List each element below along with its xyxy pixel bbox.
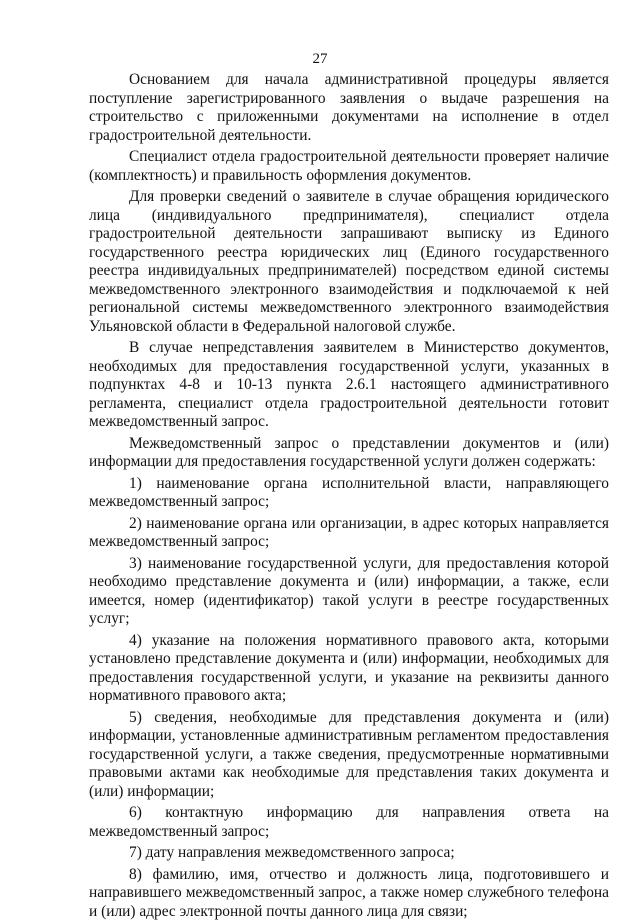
paragraph-completeness-check: Специалист отдела градостроительной деятельности проверяет наличие (комплектность) и правильность оформления документов. (89, 148, 609, 184)
list-item-3: 3) наименование государственной услуги, для предоставления которой необходимо представление документа и (или) информации, а также, если имеется, номер (идентификатор) такой услуги в реестре государственных услуг; (89, 554, 609, 627)
page-number: 27 (312, 51, 328, 67)
list-item-5: 5) сведения, необходимые для представления документа и (или) информации, установленные административным регламентом предоставления государственной услуги, а также сведения, предусмотренные нормативными правовыми актами как необходимые для представления таких документа и (или) информации; (89, 708, 609, 800)
list-item-6: 6) контактную информацию для направления ответа на межведомственный запрос; (89, 804, 609, 840)
list-item-4: 4) указание на положения нормативного правового акта, которыми установлено представление документа и (или) информации, необходимых для предоставления государственной услуги, и указание на реквизиты данного нормативного правового акта; (89, 631, 609, 704)
list-item-7: 7) дату направления межведомственного запроса; (129, 844, 455, 861)
list-item-1: 1) наименование органа исполнительной власти, направляющего межведомственный запрос; (89, 474, 609, 510)
paragraph-basis: Основанием для начала административной процедуры является поступление зарегистрированного заявления о выдаче разрешения на строительство с приложенными документами на исполнение в отдел градостроительной деятельности. (89, 71, 609, 144)
list-item-2: 2) наименование органа или организации, в адрес которых направляется межведомственный запрос; (89, 514, 609, 550)
paragraph-registry-request: Для проверки сведений о заявителе в случае обращения юридического лица (индивидуального предпринимателя), специалист отдела градостроительной деятельности запрашивают выписку из Единого государственного реестра юридических лиц (Единого государственного реестра индивидуальных предпринимателей) посредством единой системы межведомственного электронного взаимодействия и подключаемой к ней региональной системы межведомственного электронного взаимодействия Ульяновской области в Федеральной налоговой службе. (89, 188, 609, 335)
paragraph-request-contents: Межведомственный запрос о представлении документов и (или) информации для предоставления государственной услуги должен содержать: (89, 434, 609, 470)
list-item-8: 8) фамилию, имя, отчество и должность лица, подготовившего и направившего межведомственный запрос, а также номер служебного телефона и (или) адрес электронной почты данного лица для связи; (89, 865, 609, 920)
paragraph-nonsubmission: В случае непредставления заявителем в Министерство документов, необходимых для предоставления государственной услуги, указанных в подпунктах 4-8 и 10-13 пункта 2.6.1 настоящего административного регламента, специалист отдела градостроительной деятельности готовит межведомственный запрос. (89, 339, 609, 430)
document-body (89, 71, 609, 924)
